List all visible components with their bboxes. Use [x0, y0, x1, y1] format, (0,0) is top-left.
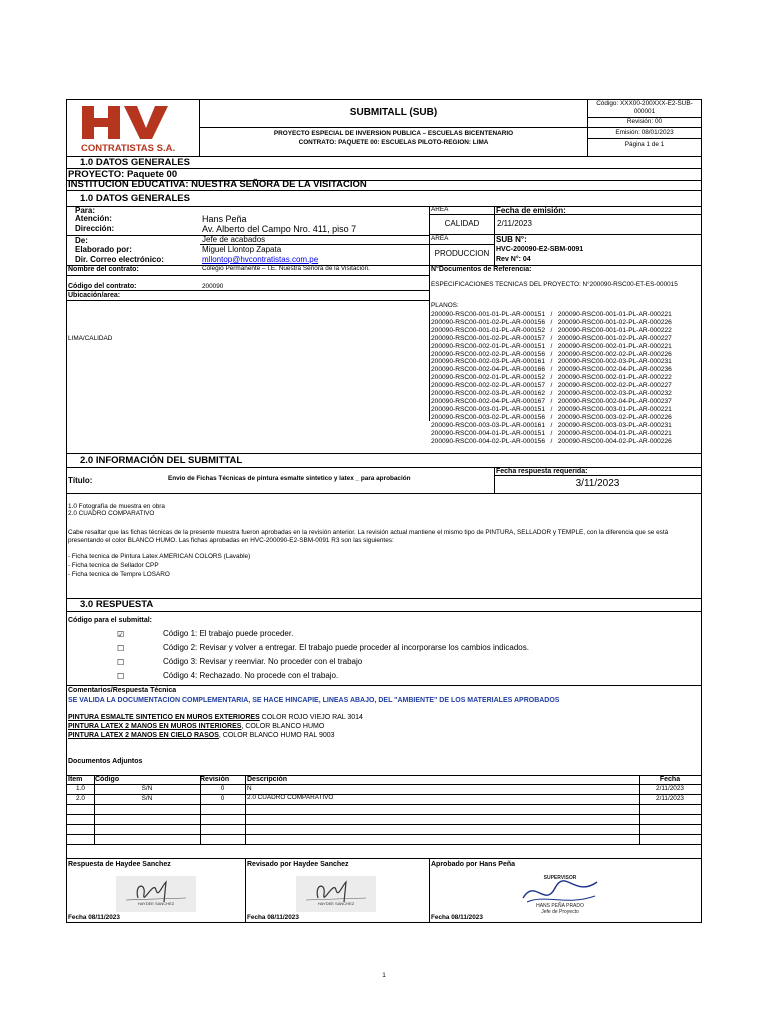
ficha-3: - Ficha tecnica de Tempre LOSARO [68, 571, 170, 578]
ubicacion-label: Ubicación/area: [68, 292, 121, 299]
doc-emision: Emisión: 08/01/2023 [615, 129, 674, 136]
plano-row: 200090-RSC00-003-03-PL-AR-000161 / 200090-RSC00-003-03-PL-AR-000231 [431, 421, 672, 429]
row-1-descripcion: N [247, 785, 252, 792]
sub-label: SUB N°: [496, 235, 527, 244]
svg-text:HANS PEÑA PRADO: HANS PEÑA PRADO [536, 903, 584, 909]
para-label: Para: [75, 206, 96, 215]
col-item: Item [68, 776, 83, 783]
section-2-heading: 2.0 INFORMACIÓN DEL SUBMITTAL [80, 455, 243, 466]
plano-code: 200090-RSC00-002-04-PL-AR-000167 [431, 397, 545, 405]
plano-code: 200090-RSC00-003-02-PL-AR-000226 [557, 413, 672, 421]
plano-code: 200090-RSC00-001-02-PL-AR-000227 [557, 334, 672, 342]
firma-2-signature [296, 876, 376, 917]
plano-code: 200090-RSC00-004-01-PL-AR-000151 [431, 429, 545, 437]
col-fecha: Fecha [659, 776, 681, 783]
section-1-heading-2: 1.0 DATOS GENERALES [80, 193, 190, 204]
page-number: 1 [382, 972, 386, 979]
fecha-emision-label: Fecha de emisión: [496, 206, 566, 215]
contract-line: CONTRATO: PAQUETE 00: ESCUELAS PILOTO-REGION: LIMA [298, 139, 489, 146]
elaborado-value: Miguel Llontop Zapata [202, 245, 282, 254]
ubicacion-value: LIMA/CALIDAD [68, 335, 113, 342]
form-title: SUBMITALL (SUB) [349, 107, 438, 118]
planos-label: PLANOS: [431, 302, 459, 309]
titulo-value: Envio de Fichas Técnicas de pintura esmalte sintetico y latex _ para aprobación [168, 475, 411, 482]
code-3-checkbox[interactable]: ☐ [117, 658, 125, 667]
plano-row: 200090-RSC00-002-04-PL-AR-000166 / 200090-RSC00-002-04-PL-AR-000236 [431, 366, 672, 374]
plano-code: 200090-RSC00-002-03-PL-AR-000162 [431, 390, 545, 398]
plano-row: 200090-RSC00-001-02-PL-AR-000157 / 200090-RSC00-001-02-PL-AR-000227 [431, 334, 672, 342]
area-label: AREA [431, 206, 449, 213]
doc-pagina: Página 1 de 1 [624, 141, 665, 148]
doc-code: Código: XXX00-200XXX-E2-SUB- [596, 100, 693, 107]
plano-code: 200090-RSC00-001-02-PL-AR-000157 [431, 334, 545, 342]
svg-text:Jefe de Proyecto: Jefe de Proyecto [541, 909, 579, 915]
fecha-resp-value: 3/11/2023 [575, 478, 620, 489]
plano-code: 200090-RSC00-002-03-PL-AR-000161 [431, 358, 545, 366]
plano-code: 200090-RSC00-002-01-PL-AR-000222 [557, 374, 672, 382]
doc-revision: Revisión: 00 [626, 118, 663, 125]
row-1-fecha: 2/11/2023 [656, 785, 684, 792]
area-produccion: PRODUCCION [434, 249, 490, 258]
nombre-contrato-label: Nombre del contrato: [68, 266, 139, 273]
firma-2-label: Revisado por Haydee Sanchez [247, 861, 349, 868]
plano-code: 200090-RSC00-003-01-PL-AR-000151 [431, 405, 545, 413]
plano-code: 200090-RSC00-002-03-PL-AR-000232 [557, 390, 672, 398]
plano-code: 200090-RSC00-002-04-PL-AR-000236 [557, 366, 672, 374]
row-2-revision: 0 [220, 795, 225, 802]
linea-exteriores [68, 714, 363, 721]
firma-1-signature [116, 876, 196, 917]
plano-code: 200090-RSC00-004-02-PL-AR-000226 [557, 437, 672, 445]
row-2-item: 2.0 [76, 795, 85, 802]
linea-cielo [68, 732, 335, 739]
col-codigo: Código [95, 776, 120, 783]
doc-code-2: 000001 [633, 108, 656, 115]
plano-code: 200090-RSC00-003-02-PL-AR-000156 [431, 413, 545, 421]
de-value: Jefe de acabados [202, 235, 266, 244]
plano-row: 200090-RSC00-002-01-PL-AR-000151 / 200090-RSC00-002-01-PL-AR-000221 [431, 342, 672, 350]
firma-1-fecha: Fecha 08/11/2023 [68, 914, 120, 921]
code-2-checkbox[interactable]: ☐ [117, 644, 125, 653]
row-2-fecha: 2/11/2023 [656, 795, 684, 802]
section-1-heading: 1.0 DATOS GENERALES [80, 157, 190, 168]
plano-row: 200090-RSC00-001-01-PL-AR-000151 / 200090-RSC00-001-01-PL-AR-000221 [431, 311, 672, 318]
plano-code: 200090-RSC00-003-03-PL-AR-000161 [431, 421, 545, 429]
de-label: De: [75, 236, 88, 245]
codigo-submittal-label: Código para el submittal: [68, 617, 153, 624]
col-descripcion: Descripción [247, 776, 288, 783]
proyecto-line: PROYECTO: Paquete 00 [68, 169, 178, 180]
section-3-heading: 3.0 RESPUESTA [80, 599, 154, 610]
ficha-2: - Ficha tecnica de Sellador CPP [68, 562, 159, 569]
col-revision: Revisión [200, 776, 230, 783]
firma-3-fecha: Fecha 08/11/2023 [431, 914, 483, 921]
firma-3-label: Aprobado por Hans Peña [431, 861, 516, 868]
plano-code: 200090-RSC00-003-03-PL-AR-000231 [557, 421, 672, 429]
atencion-value: Hans Peña [202, 214, 247, 224]
linea-interiores-titulo: PINTURA LATEX 2 MANOS EN MUROS INTERIORES [68, 723, 242, 730]
area-calidad: CALIDAD [444, 219, 480, 228]
linea-interiores [68, 723, 324, 730]
fecha-emision-value: 2/11/2023 [497, 219, 532, 228]
plano-code: 200090-RSC00-002-04-PL-AR-000166 [431, 366, 545, 374]
documentos-label: Documentos Adjuntos [68, 758, 143, 765]
row-2-descripcion: 2.0 CUADRO COMPARATIVO [247, 794, 334, 801]
fecha-resp-label: Fecha respuesta requerida: [496, 468, 588, 475]
hv-logo-icon [80, 104, 180, 156]
linea-cielo-titulo: PINTURA LATEX 2 MANOS EN CIELO RASOS [68, 732, 219, 739]
plano-row: 200090-RSC00-002-02-PL-AR-000157 / 200090-RSC00-002-02-PL-AR-000227 [431, 382, 672, 390]
correo-label: Dir. Correo electrónico: [75, 255, 164, 264]
rev-value: Rev N°: 04 [496, 256, 531, 263]
logo-subtitle: CONTRATISTAS S.A. [81, 143, 176, 154]
code-1-text: Código 1: El trabajo puede proceder. [163, 629, 294, 638]
plano-row: 200090-RSC00-001-01-PL-AR-000152 / 200090-RSC00-001-01-PL-AR-000222 [431, 326, 672, 334]
direccion-value: Av. Alberto del Campo Nro. 411, piso 7 [202, 224, 357, 234]
comentario-text: SE VALIDA LA DOCUMENTACION COMPLEMENTARIA, SE HACE HINCAPIE, LINEAS ABAJO, DEL "AMBIENTE" DE LOS MATERIALES APROBADOS [68, 697, 560, 704]
institucion-line: INSTITUCION EDUCATIVA: NUESTRA SEÑORA DE LA VISITACION [68, 179, 367, 190]
codigo-contrato-value: 200090 [202, 283, 224, 290]
planos-list [431, 311, 672, 445]
linea-cielo-color: , COLOR BLANCO HUMO RAL 9003 [218, 732, 335, 739]
code-2-text: Código 2: Revisar y volver a entregar. El trabajo puede proceder al incorporarse los cambios indicados. [163, 643, 529, 652]
plano-code: 200090-RSC00-002-03-PL-AR-000231 [557, 358, 672, 366]
plano-row: 200090-RSC00-003-01-PL-AR-000151 / 200090-RSC00-003-01-PL-AR-000221 [431, 405, 672, 413]
svg-text:HAYDEE SANCHEZ: HAYDEE SANCHEZ [137, 901, 175, 906]
plano-row: 200090-RSC00-002-03-PL-AR-000162 / 200090-RSC00-002-03-PL-AR-000232 [431, 390, 672, 398]
elaborado-label: Elaborado por: [75, 245, 132, 254]
firma-1-label: Respuesta de Haydee Sanchez [68, 861, 171, 868]
plano-row: 200090-RSC00-002-01-PL-AR-000152 / 200090-RSC00-002-01-PL-AR-000222 [431, 374, 672, 382]
svg-text:HAYDEE SANCHEZ: HAYDEE SANCHEZ [317, 901, 355, 906]
project-line: PROYECTO ESPECIAL DE INVERSION PUBLICA – ESCUELAS BICENTENARIO [273, 130, 514, 137]
plano-code: 200090-RSC00-002-01-PL-AR-000152 [431, 374, 545, 382]
plano-row: 200090-RSC00-002-04-PL-AR-000167 / 200090-RSC00-002-04-PL-AR-000237 [431, 397, 672, 405]
descripcion-1: Cabe resaltar que las fichas técnicas de la presente muestra fueron aprobadas en la revisión anterior. La revisión actual mantiene el mismo tipo de PINTURA, SELLADOR y TEMPLE, con la diferencia que se está [68, 529, 669, 536]
plano-code: 200090-RSC00-002-02-PL-AR-000157 [431, 382, 545, 390]
row-1-codigo: S/N [141, 785, 153, 792]
plano-code: 200090-RSC00-002-02-PL-AR-000226 [557, 350, 672, 358]
plano-row: 200090-RSC00-004-01-PL-AR-000151 / 200090-RSC00-004-01-PL-AR-000221 [431, 429, 672, 437]
plano-row: 200090-RSC00-002-03-PL-AR-000161 / 200090-RSC00-002-03-PL-AR-000231 [431, 358, 672, 366]
plano-row: 200090-RSC00-003-02-PL-AR-000156 / 200090-RSC00-003-02-PL-AR-000226 [431, 413, 672, 421]
firma-3-signature [515, 868, 605, 921]
direccion-label: Dirección: [75, 224, 115, 233]
plano-code: 200090-RSC00-001-02-PL-AR-000156 [431, 318, 545, 326]
plano-code: 200090-RSC00-001-01-PL-AR-000151 [431, 311, 545, 318]
plano-row: 200090-RSC00-004-02-PL-AR-000156 / 200090-RSC00-004-02-PL-AR-000226 [431, 437, 672, 445]
adjunto-1: 1.0 Fotografía de muestra en obra [68, 503, 165, 510]
row-1-revision: 0 [220, 785, 225, 792]
plano-code: 200090-RSC00-001-01-PL-AR-000152 [431, 326, 545, 334]
sub-value: HVC-200090-E2-SBM-0091 [496, 246, 584, 253]
plano-code: 200090-RSC00-002-04-PL-AR-000237 [557, 397, 672, 405]
adjunto-2: 2.0 CUADRO COMPARATIVO [68, 510, 155, 517]
plano-code: 200090-RSC00-004-01-PL-AR-000221 [557, 429, 672, 437]
svg-text:SUPERVISOR: SUPERVISOR [543, 875, 577, 881]
plano-code: 200090-RSC00-001-01-PL-AR-000221 [557, 311, 672, 318]
code-4-checkbox[interactable]: ☐ [117, 672, 125, 681]
plano-code: 200090-RSC00-001-02-PL-AR-000226 [557, 318, 672, 326]
row-1-item: 1.0 [76, 785, 85, 792]
linea-exteriores-color: COLOR ROJO VIEJO RAL 3014 [259, 714, 363, 721]
plano-row: 200090-RSC00-001-02-PL-AR-000156 / 200090-RSC00-001-02-PL-AR-000226 [431, 318, 672, 326]
hv-logo [80, 104, 180, 156]
nombre-contrato-value: Colegio Permanente – I.E. Nuestra Señora de la Visitación. [202, 265, 370, 272]
codigo-contrato-label: Código del contrato: [68, 283, 137, 290]
code-1-checkbox[interactable]: ☑ [117, 630, 125, 639]
plano-code: 200090-RSC00-004-02-PL-AR-000156 [431, 437, 545, 445]
plano-code: 200090-RSC00-002-02-PL-AR-000227 [557, 382, 672, 390]
ndoc-label: N°Documentos de Referencia: [431, 266, 532, 273]
code-4-text: Código 4: Rechazado. No procede con el trabajo. [163, 671, 339, 680]
linea-exteriores-titulo: PINTURA ESMALTE SINTETICO EN MUROS EXTERIORES [68, 714, 260, 721]
area2-label: AREA [431, 235, 449, 242]
plano-row: 200090-RSC00-002-02-PL-AR-000156 / 200090-RSC00-002-02-PL-AR-000226 [431, 350, 672, 358]
plano-code: 200090-RSC00-002-01-PL-AR-000221 [557, 342, 672, 350]
comentarios-label: Comentarios/Respuesta Técnica [68, 687, 177, 694]
plano-code: 200090-RSC00-002-01-PL-AR-000151 [431, 342, 545, 350]
correo-link[interactable]: mllontop@hvcontratistas.com.pe [202, 255, 319, 264]
linea-interiores-color: , COLOR BLANCO HUMO [241, 723, 325, 730]
especificaciones: ESPECIFICACIONES TECNICAS DEL PROYECTO: N°200090-RSC00-ET-ES-000015 [431, 281, 678, 288]
titulo-label: Título: [68, 476, 93, 485]
firma-2-fecha: Fecha 08/11/2023 [247, 914, 299, 921]
row-2-codigo: S/N [141, 795, 153, 802]
plano-code: 200090-RSC00-002-02-PL-AR-000156 [431, 350, 545, 358]
ficha-1: - Ficha tecnica de Pintura Latex AMERICAN COLORS (Lavable) [68, 553, 251, 560]
descripcion-2: presentando el color BLANCO HUMO. Las fichas aprobadas en HVC-200090-E2-SBM-0091 R3 son las siguientes: [68, 537, 394, 544]
atencion-label: Atención: [75, 214, 112, 223]
plano-code: 200090-RSC00-001-01-PL-AR-000222 [557, 326, 672, 334]
plano-code: 200090-RSC00-003-01-PL-AR-000221 [557, 405, 672, 413]
code-3-text: Código 3: Revisar y reenviar. No proceder con el trabajo [163, 657, 363, 666]
